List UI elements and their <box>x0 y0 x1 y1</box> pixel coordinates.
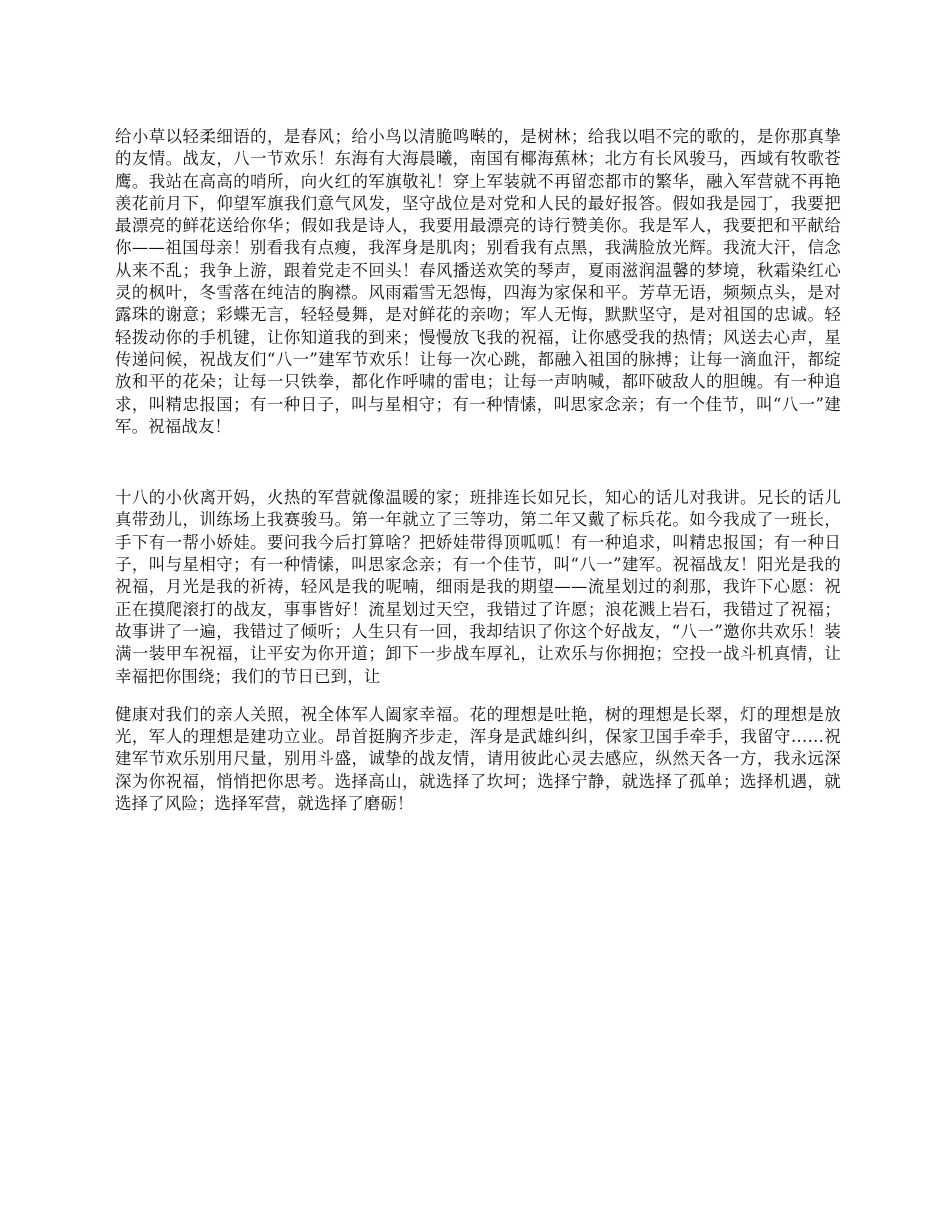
paragraph-1: 给小草以轻柔细语的，是春风；给小鸟以清脆鸣啭的，是树林；给我以唱不完的歌的，是你那真挚的友情。战友，八一节欢乐！东海有大海晨曦，南国有椰海蕉林；北方有长风骏马，西域有牧歌苍鹰。我站在高高的哨所，向火红的军旗敬礼！穿上军装就不再留恋都市的繁华，融入军营就不再艳羡花前月下，仰望军旗我们意气风发，坚守战位是对党和人民的最好报答。假如我是园丁，我要把最漂亮的鲜花送给你华；假如我是诗人，我要用最漂亮的诗行赞美你。我是军人，我要把和平献给你——祖国母亲！别看我有点瘦，我浑身是肌肉；别看我有点黑，我满脸放光辉。我流大汗，信念从来不乱；我争上游，跟着党走不回头！春风播送欢笑的琴声，夏雨滋润温馨的梦境，秋霜染红心灵的枫叶，冬雪落在纯洁的胸襟。风雨霜雪无怨悔，四海为家保和平。芳草无语，频频点头，是对露珠的谢意；彩蝶无言，轻轻曼舞，是对鲜花的亲吻；军人无悔，默默坚守，是对祖国的忠诚。轻轻拨动你的手机键，让你知道我的到来；慢慢放飞我的祝福，让你感受我的热情；风送去心声，星传递问候，祝战友们“八一”建军节欢乐！让每一次心跳，都融入祖国的脉搏；让每一滴血汗，都绽放和平的花朵；让每一只铁拳，都化作呼啸的雷电；让每一声呐喊，都吓破敌人的胆魄。有一种追求，叫精忠报国；有一种日子，叫与星相守；有一种情愫，叫思家念亲；有一个佳节，叫“八一”建军。祝福战友！ <box>115 127 841 436</box>
document-body <box>115 126 841 815</box>
paragraph-3: 健康对我们的亲人关照，祝全体军人阖家幸福。花的理想是吐艳，树的理想是长翠，灯的理想是放光，军人的理想是建功立业。昂首挺胸齐步走，浑身是武雄纠纠，保家卫国手牵手，我留守……祝建军节欢乐别用尺量，别用斗盛，诚挚的战友情，请用彼此心灵去感应，纵然天各一方，我永远深深为你祝福，悄悄把你思考。选择高山，就选择了坎坷；选择宁静，就选择了孤单；选择机遇，就选择了风险；选择军营，就选择了磨砺！ <box>115 704 841 814</box>
paragraph-2: 十八的小伙离开妈，火热的军营就像温暖的家；班排连长如兄长，知心的话儿对我讲。兄长的话儿真带劲儿，训练场上我赛骏马。第一年就立了三等功，第二年又戴了标兵花。如今我成了一班长，手下有一帮小娇娃。要问我今后打算啥？把娇娃带得顶呱呱！有一种追求，叫精忠报国；有一种日子，叫与星相守；有一种情愫，叫思家念亲；有一个佳节，叫“八一”建军。祝福战友！阳光是我的祝福，月光是我的祈祷，轻风是我的呢喃，细雨是我的期望——流星划过的刹那，我许下心愿：祝正在摸爬滚打的战友，事事皆好！流星划过天空，我错过了许愿；浪花溅上岩石，我错过了祝福；故事讲了一遍，我错过了倾听；人生只有一回，我却结识了你这个好战友，“八一”邀你共欢乐！装满一装甲车祝福，让平安为你开道；卸下一步战车厚礼，让欢乐与你拥抱；空投一战斗机真情，让幸福把你围绕；我们的节日已到，让 <box>115 488 841 686</box>
